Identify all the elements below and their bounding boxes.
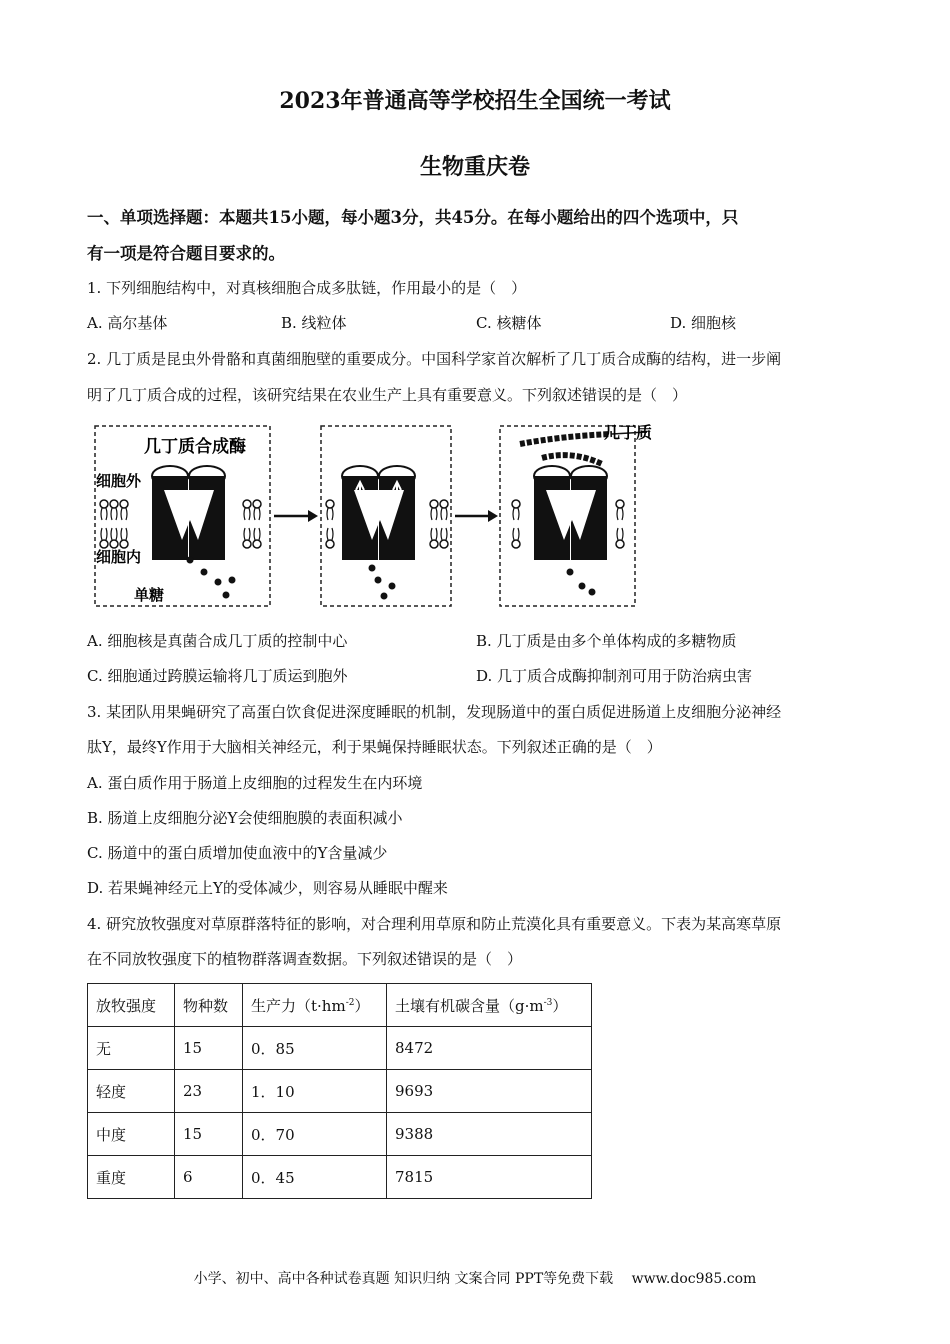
chitin-synthesis-diagram — [92, 420, 652, 610]
q4-stem-line1: 4. 研究放牧强度对草原群落特征的影响，对合理利用草原和防止荒漠化具有重要意义。下表为某高寒草原 — [87, 915, 782, 933]
enzyme-shape-1 — [152, 466, 225, 560]
section-heading-line2: 有一项是符合题目要求的。 — [87, 244, 285, 263]
q3-option-a: A. 蛋白质作用于肠道上皮细胞的过程发生在内环境 — [87, 774, 423, 792]
q2-option-d: D. 几丁质合成酶抑制剂可用于防治病虫害 — [476, 667, 753, 685]
q2-option-c: C. 细胞通过跨膜运输将几丁质运到胞外 — [87, 667, 348, 685]
enzyme-shape-3 — [534, 466, 607, 560]
header-cell: 放牧强度 — [88, 984, 175, 1027]
exam-title: 2023年普通高等学校招生全国统一考试 — [279, 88, 671, 114]
q3-stem-line2: 肽Y，最终Y作用于大脑相关神经元，利于果蝇保持睡眠状态。下列叙述正确的是（ ） — [87, 738, 662, 756]
table-row: 无 15 0．85 8472 — [88, 1027, 592, 1070]
table-row: 中度 15 0．70 9388 — [88, 1113, 592, 1156]
sugar-dots-3 — [567, 569, 596, 596]
page-footer: 小学、初中、高中各种试卷真题 知识归纳 文案合同 PPT等免费下载 www.doc985.com — [193, 1271, 757, 1287]
section-heading-line1: 一、单项选择题：本题共15小题，每小题3分，共45分。在每小题给出的四个选项中，只 — [87, 208, 739, 227]
header-cell: 物种数 — [175, 984, 243, 1027]
q2-option-b: B. 几丁质是由多个单体构成的多糖物质 — [476, 632, 737, 650]
q1-option-c: C. 核糖体 — [476, 314, 542, 332]
q1-option-a: A. 高尔基体 — [87, 314, 168, 332]
grazing-data-table — [87, 983, 592, 1199]
q1-option-d: D. 细胞核 — [670, 314, 737, 332]
cell-inside-label: 细胞内 — [96, 548, 142, 566]
cell-outside-label: 细胞外 — [96, 472, 142, 490]
q3-option-b: B. 肠道上皮细胞分泌Y会使细胞膜的表面积减小 — [87, 809, 403, 827]
q1-option-b: B. 线粒体 — [281, 314, 347, 332]
chitin-label: 几丁质 — [603, 423, 652, 442]
q3-option-c: C. 肠道中的蛋白质增加使血液中的Y含量减少 — [87, 844, 388, 862]
q2-stem-line1: 2. 几丁质是昆虫外骨骼和真菌细胞壁的重要成分。中国科学家首次解析了几丁质合成酶的结构，进一步阐 — [87, 350, 782, 368]
q3-stem-line1: 3. 某团队用果蝇研究了高蛋白饮食促进深度睡眠的机制，发现肠道中的蛋白质促进肠道上皮细胞分泌神经 — [87, 703, 782, 721]
enzyme-label: 几丁质合成酶 — [144, 437, 246, 457]
q1-stem: 1. 下列细胞结构中，对真核细胞合成多肽链，作用最小的是（ ） — [87, 279, 527, 297]
monosaccharide-label: 单糖 — [134, 586, 165, 604]
header-cell: 生产力$(t\cdot hm^{-2})$ — [243, 984, 387, 1027]
q4-stem-line2: 在不同放牧强度下的植物群落调查数据。下列叙述错误的是（ ） — [87, 950, 523, 968]
sugar-dots-2 — [369, 565, 396, 600]
enzyme-shape-2 — [342, 466, 415, 560]
q2-stem-line2: 明了几丁质合成的过程，该研究结果在农业生产上具有重要意义。下列叙述错误的是（ ） — [87, 386, 688, 404]
sugar-dots-1 — [187, 557, 236, 599]
table-header-row — [88, 984, 592, 1027]
q3-option-d: D. 若果蝇神经元上Y的受体减少，则容易从睡眠中醒来 — [87, 879, 448, 897]
table-row: 重度 6 0．45 7815 — [88, 1156, 592, 1199]
table-row: 轻度 23 1．10 9693 — [88, 1070, 592, 1113]
q2-option-a: A. 细胞核是真菌合成几丁质的控制中心 — [87, 632, 348, 650]
header-cell: 土壤有机碳含量$(g\cdot m^{-3})$ — [387, 984, 592, 1027]
exam-subtitle: 生物重庆卷 — [419, 154, 530, 180]
